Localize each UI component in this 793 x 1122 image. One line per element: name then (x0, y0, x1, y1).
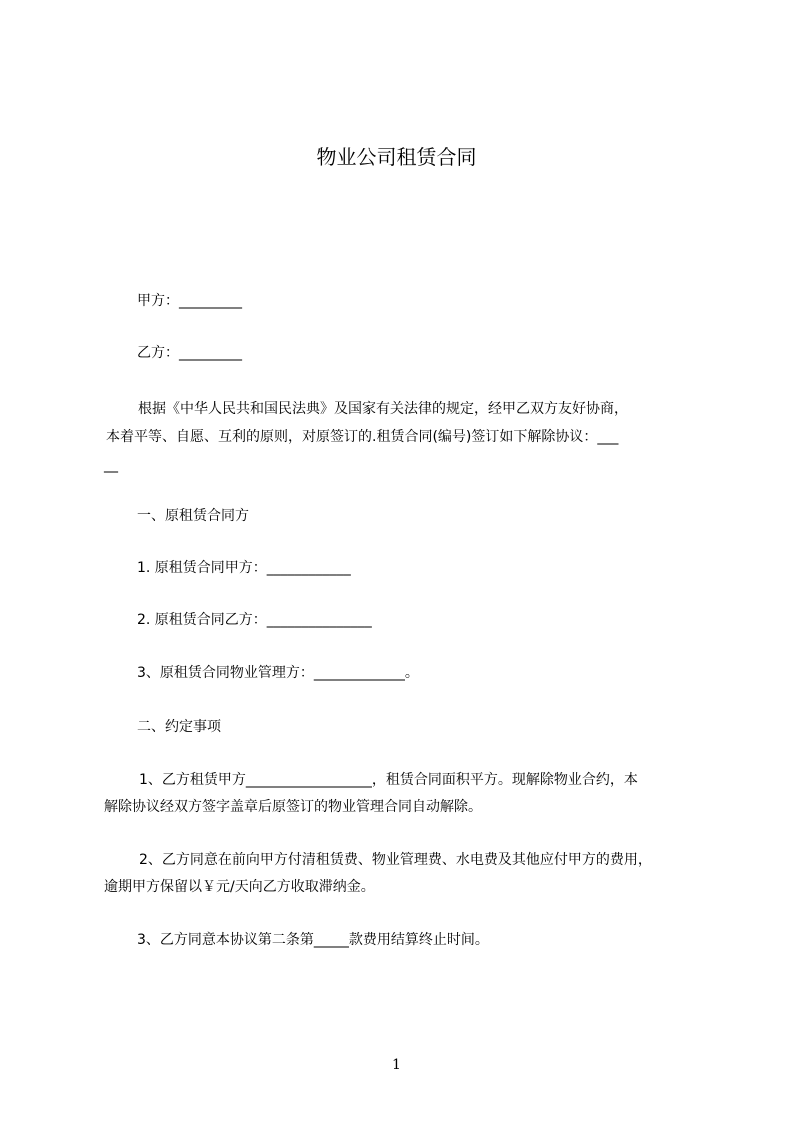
section-1-item-3: 3、原租赁合同物业管理方：_____________。 (137, 665, 419, 681)
section-2-item-2-line-2: 逾期甲方保留以￥元/天向乙方收取滞纳金。 (104, 879, 375, 895)
section-2-heading: 二、约定事项 (137, 719, 221, 735)
section-2-item-2-line-1: 2、乙方同意在前向甲方付清租赁费、物业管理费、水电费及其他应付甲方的费用， (139, 852, 652, 868)
intro-line-1: 根据《中华人民共和国民法典》及国家有关法律的规定，经甲乙双方友好协商， (138, 401, 628, 417)
intro-line-3: __ (104, 457, 118, 473)
page-number: 1 (392, 1057, 401, 1073)
party-a-line: 甲方：_________ (137, 293, 242, 309)
section-2-item-1-line-2: 解除协议经双方签字盖章后原签订的物业管理合同自动解除。 (104, 799, 482, 815)
party-b-line: 乙方：_________ (137, 345, 242, 361)
document-title: 物业公司租赁合同 (316, 145, 477, 169)
section-1-item-2: 2. 原租赁合同乙方：_______________ (137, 612, 372, 628)
section-2-item-3: 3、乙方同意本协议第二条第_____款费用结算终止时间。 (137, 932, 489, 948)
section-1-item-1: 1. 原租赁合同甲方：____________ (137, 560, 351, 576)
section-1-heading: 一、原租赁合同方 (137, 508, 249, 524)
section-2-item-1-line-1: 1、乙方租赁甲方__________________，租赁合同面积平方。现解除物业合约，本 (139, 772, 638, 788)
intro-line-2: 本着平等、自愿、互利的原则，对原签订的.租赁合同(编号)签订如下解除协议：___ (106, 429, 619, 445)
